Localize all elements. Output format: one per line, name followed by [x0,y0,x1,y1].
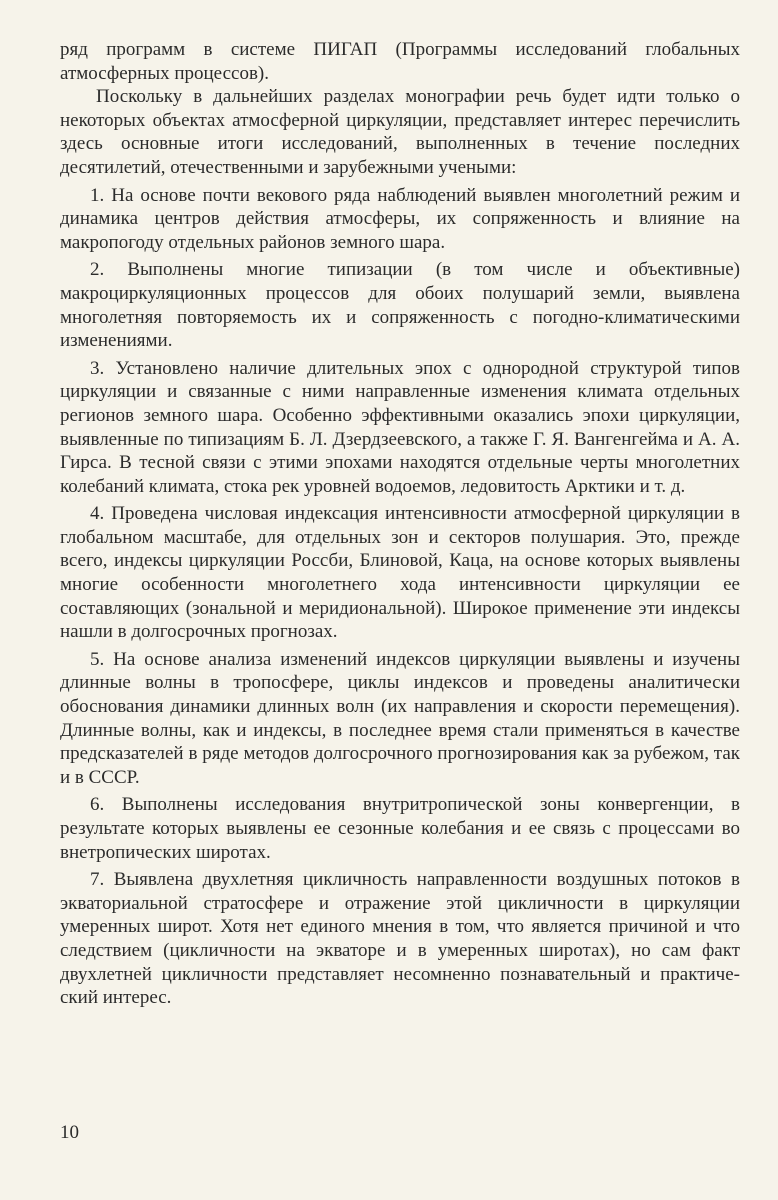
page-body [60,38,740,1010]
list-item-6: 6. Выполнены исследования внутритропической зоны конвергенции, в результате которых выявлены ее сезонные колебания и ее связь с процессами во внетропических широтах. [60,794,740,863]
paragraph-intro: Поскольку в дальнейших разделах монографии речь будет идти только о некоторых объектах атмосферной циркуляции, представляет интерес перечислить здесь основные итоги исследований, выполненных в течение последних десятилетий, отечественными и зарубежными учеными: [60,86,740,178]
list-item-7: 7. Выявлена двухлетняя цикличность направленности воздушных потоков в экваториальной стратосфере и отражение этой цикличности в циркуляции умеренных широт. Хотя нет единого мнения в том, что является причиной и что следствием (цикличности на экваторе и в умеренных широтах), но сам факт двухлетней цикличности представляет несомненно познавательный и практический интерес. [60,869,740,1009]
list-item-5: 5. На основе анализа изменений индексов циркуляции выявлены и изучены длинные волны в тропосфере, циклы индексов и проведены аналитически обоснования динамики длинных волн (их направления и скорости перемещения). Длинные волны, как и индексы, в последнее время стали применяться в качестве предсказателей в ряде методов долгосрочного прогнозирования как за рубежом, так и в СССР. [60,648,740,788]
paragraph-continuation: ряд программ в системе ПИГАП (Программы исследований глобальных атмосферных процессов). [60,39,740,84]
list-item-3: 3. Установлено наличие длительных эпох с однородной структурой типов циркуляции и связанные с ними направленные изменения климата отдельных регионов земного шара. Особенно эффективными оказались эпохи циркуляции, выявленные по типизациям Б. Л. Дзердзеевского, а также Г. Я. Вангенгейма и А. А. Гирса. В тесной связи с этими эпохами находятся отдельные черты многолетних колебаний климата, стока рек уровней водоемов, ледовитость Арктики и т. д. [60,357,740,497]
list-item-4: 4. Проведена числовая индексация интенсивности атмосферной циркуляции в глобальном масштабе, для отдельных зон и секторов полушария. Это, прежде всего, индексы циркуляции Россби, Блиновой, Каца, на основе которых выявлены многие особенности многолетнего хода интенсивности циркуляции ее составляющих (зональной и меридиональной). Широкое применение эти индексы нашли в долгосрочных прогнозах. [60,503,740,643]
page-number: 10 [60,1122,79,1143]
list-item-2: 2. Выполнены многие типизации (в том числе и объективные) макроциркуляционных процессов для обоих полушарий земли, выявлена многолетняя повторяемость их и сопряженность с погодно-климатическими изменениями. [60,259,740,352]
list-item-1: 1. На основе почти векового ряда наблюдений выявлен многолетний режим и динамика центров действия атмосферы, их сопряженность и влияние на макропогоду отдельных районов земного шара. [60,184,740,253]
